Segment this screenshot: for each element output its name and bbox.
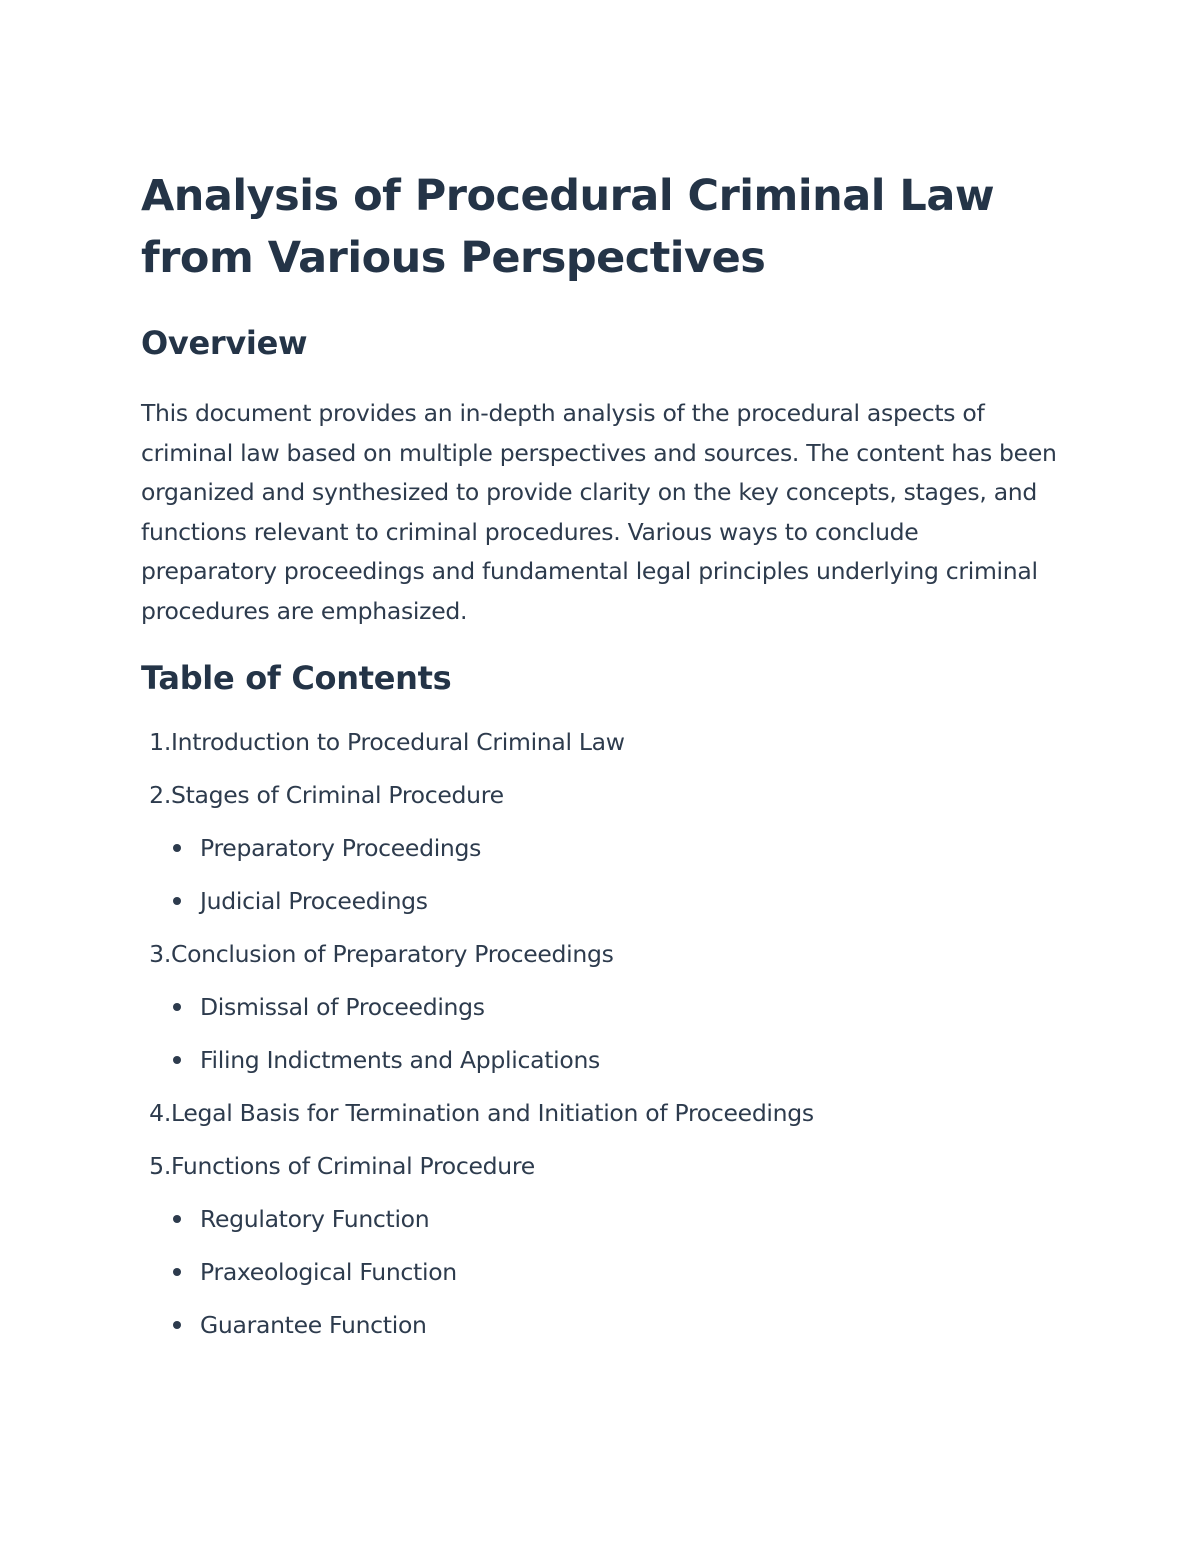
- toc-subitem: [141, 1306, 1060, 1359]
- toc-subitem: [141, 1041, 1060, 1094]
- table-of-contents: [141, 723, 1060, 1359]
- bullet-icon: [173, 1268, 181, 1276]
- toc-item-label: Functions of Criminal Procedure: [171, 1152, 535, 1180]
- toc-subitem-label: Praxeological Function: [200, 1258, 457, 1286]
- overview-paragraph: This document provides an in-depth analysis of the procedural aspects of criminal law based on multiple perspectives and sources. The content has been organized and synthesized to provide clarity on the key concepts, stages, and functions relevant to criminal procedures. Various ways to conclude preparatory proceedings and fundamental legal principles underlying criminal procedures are emphasized.: [141, 399, 1057, 625]
- toc-item-number: 4.: [149, 1099, 171, 1127]
- toc-item-number: 2.: [149, 781, 171, 809]
- toc-item-number: 5.: [149, 1152, 171, 1180]
- toc-subitem-label: Guarantee Function: [200, 1311, 427, 1339]
- toc-item-label: Conclusion of Preparatory Proceedings: [171, 940, 614, 968]
- toc-item: [141, 1094, 1060, 1147]
- toc-item: [141, 935, 1060, 988]
- toc-item: [141, 776, 1060, 829]
- bullet-icon: [173, 1003, 181, 1011]
- toc-subitem: [141, 1200, 1060, 1253]
- toc-subitem-label: Judicial Proceedings: [200, 887, 428, 915]
- toc-item: [141, 723, 1060, 776]
- toc-subitem: [141, 829, 1060, 882]
- toc-subitem: [141, 1253, 1060, 1306]
- toc-subitem-label: Filing Indictments and Applications: [200, 1046, 600, 1074]
- toc-item: [141, 1147, 1060, 1200]
- toc-item-number: 1.: [149, 728, 171, 756]
- toc-item-label: Stages of Criminal Procedure: [171, 781, 504, 809]
- toc-subitem-label: Dismissal of Proceedings: [200, 993, 485, 1021]
- bullet-icon: [173, 1215, 181, 1223]
- toc-subitem: [141, 882, 1060, 935]
- toc-item-number: 3.: [149, 940, 171, 968]
- toc-item-label: Legal Basis for Termination and Initiation of Proceedings: [171, 1099, 814, 1127]
- toc-subitem-label: Preparatory Proceedings: [200, 834, 482, 862]
- bullet-icon: [173, 1056, 181, 1064]
- toc-subitem-label: Regulatory Function: [200, 1205, 430, 1233]
- toc-subitem: [141, 988, 1060, 1041]
- bullet-icon: [173, 844, 181, 852]
- bullet-icon: [173, 1321, 181, 1329]
- bullet-icon: [173, 897, 181, 905]
- overview-heading: Overview: [141, 324, 308, 362]
- toc-heading: Table of Contents: [141, 659, 452, 697]
- toc-item-label: Introduction to Procedural Criminal Law: [171, 728, 625, 756]
- document-title: Analysis of Procedural Criminal Law from Various Perspectives: [141, 171, 995, 283]
